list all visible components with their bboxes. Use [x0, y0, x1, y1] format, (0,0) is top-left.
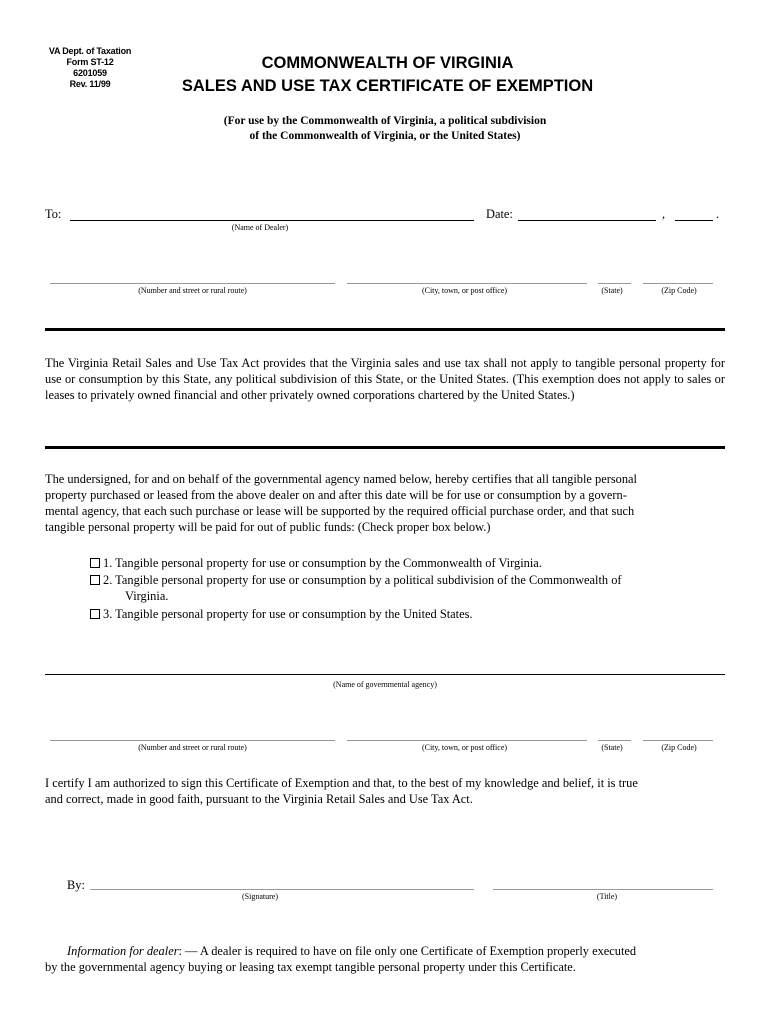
date-year-field[interactable]	[675, 220, 713, 221]
dealer-info-label: Information for dealer	[67, 944, 179, 958]
dealer-street-caption: (Number and street or rural route)	[138, 286, 247, 295]
option-1	[90, 555, 730, 571]
agency-street-field[interactable]	[50, 740, 335, 741]
option-2	[90, 572, 730, 604]
dealer-zip-caption: (Zip Code)	[661, 286, 697, 295]
divider-1	[45, 328, 725, 331]
dept-label: VA Dept. of Taxation	[48, 46, 132, 56]
agency-city-caption: (City, town, or post office)	[421, 743, 508, 752]
to-label: To:	[45, 207, 62, 221]
certification-line-1: I certify I am authorized to sign this Certificate of Exemption and that, to the best of my knowledge and belief, it is true	[45, 776, 638, 790]
certify-line-3: mental agency, that each such purchase or lease will be supported by the required official purchase order, and that such	[45, 504, 635, 518]
agency-street-caption: (Number and street or rural route)	[138, 743, 247, 752]
signature-field[interactable]	[90, 889, 474, 890]
title-line-2: SALES AND USE TAX CERTIFICATE OF EXEMPTION	[181, 77, 594, 95]
agency-name-caption: (Name of governmental agency)	[333, 680, 437, 689]
dealer-state-field[interactable]	[598, 283, 631, 284]
certification-paragraph	[45, 775, 725, 807]
revision-label: Rev. 11/99	[69, 79, 111, 89]
form-number: 6201059	[73, 68, 107, 78]
date-period: .	[716, 207, 720, 221]
option-3-checkbox[interactable]	[90, 609, 100, 619]
signature-caption: (Signature)	[242, 892, 278, 901]
certify-line-2: property purchased or leased from the above dealer on and after this date will be for use or consumption by a govern-	[45, 488, 627, 502]
date-field[interactable]	[518, 220, 656, 221]
subtitle-line-2: of the Commonwealth of Virginia, or the United States)	[249, 130, 521, 142]
certify-line-4: tangible personal property will be paid for out of public funds: (Check proper box below.)	[45, 520, 491, 534]
form-label: Form ST-12	[66, 57, 114, 67]
act-paragraph: The Virginia Retail Sales and Use Tax Act provides that the Virginia sales and use tax shall not apply to tangible personal property for use or consumption by this State, any political subdivision of this State, or the United States. (This exemption does not apply to sales or leases to privately owned financial and other privately owned corporations chartered by the United States.)	[45, 356, 725, 402]
title-field[interactable]	[493, 889, 713, 890]
divider-2	[45, 446, 725, 449]
title-line-1: COMMONWEALTH OF VIRGINIA	[261, 54, 514, 72]
dealer-state-caption: (State)	[601, 286, 623, 295]
dealer-name-caption: (Name of Dealer)	[231, 223, 289, 232]
agency-state-field[interactable]	[598, 740, 631, 741]
dealer-street-field[interactable]	[50, 283, 335, 284]
certify-line-1: The undersigned, for and on behalf of the governmental agency named below, hereby certifies that all tangible personal	[45, 472, 638, 486]
date-comma: ,	[662, 207, 666, 221]
agency-state-caption: (State)	[601, 743, 623, 752]
option-3	[90, 606, 730, 622]
dealer-zip-field[interactable]	[643, 283, 713, 284]
agency-zip-caption: (Zip Code)	[661, 743, 697, 752]
option-2-checkbox[interactable]	[90, 575, 100, 585]
agency-name-field[interactable]	[45, 674, 725, 675]
title-caption: (Title)	[596, 892, 618, 901]
dealer-info-text: : — A dealer is required to have on file only one Certificate of Exemption properly executed	[178, 944, 637, 958]
option-2-cont: Virginia.	[125, 589, 169, 603]
certification-line-2: and correct, made in good faith, pursuant to the Virginia Retail Sales and Use Tax Act.	[45, 792, 473, 806]
dealer-info	[45, 943, 725, 975]
agency-zip-field[interactable]	[643, 740, 713, 741]
dealer-name-field[interactable]	[70, 220, 474, 221]
option-2-text: 2. Tangible personal property for use or consumption by a political subdivision of the Commonwealth of	[103, 573, 622, 587]
option-1-checkbox[interactable]	[90, 558, 100, 568]
subtitle-line-1: (For use by the Commonwealth of Virginia, a political subdivision	[223, 115, 547, 127]
dealer-city-field[interactable]	[347, 283, 587, 284]
form-meta	[40, 46, 140, 90]
option-3-text: 3. Tangible personal property for use or consumption by the United States.	[103, 607, 473, 621]
date-label: Date:	[486, 207, 513, 221]
option-1-text: 1. Tangible personal property for use or consumption by the Commonwealth of Virginia.	[103, 556, 542, 570]
agency-city-field[interactable]	[347, 740, 587, 741]
dealer-info-line-2: by the governmental agency buying or leasing tax exempt tangible personal property under this Certificate.	[45, 960, 576, 974]
by-label: By:	[67, 878, 85, 892]
certify-paragraph	[45, 471, 725, 535]
dealer-city-caption: (City, town, or post office)	[421, 286, 508, 295]
